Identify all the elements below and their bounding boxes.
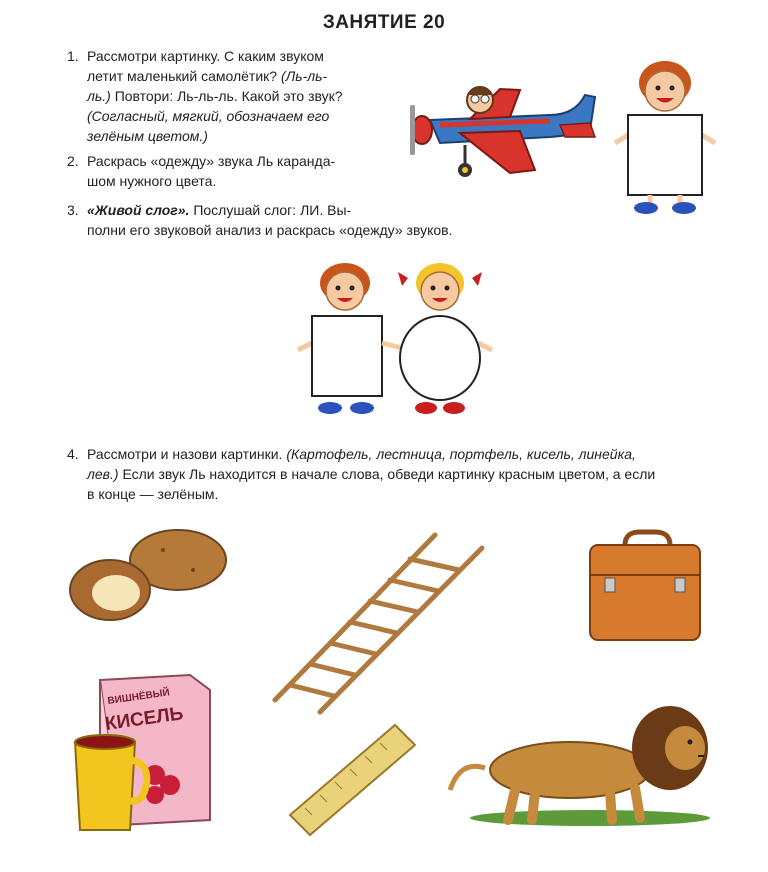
potato-illustration (68, 525, 228, 625)
task-number: 4. (67, 446, 79, 462)
task-text: Повтори: Ль-ль-ль. Какой это звук? (114, 88, 343, 104)
kissel-label-line1: ВИШНЁВЫЙ (106, 687, 171, 707)
lion-icon (450, 706, 710, 826)
task-3 (67, 200, 527, 240)
briefcase-icon (590, 532, 700, 640)
task-text: шом нужного цвета. (87, 173, 217, 189)
ladder-icon (275, 535, 482, 712)
task-italic: (Ль-ль- (280, 68, 328, 84)
task-number: 1. (67, 48, 79, 64)
page-title: ЗАНЯТИЕ 20 (322, 12, 446, 33)
task-text: Если звук Ль находится в начале слова, обведи картинку красным цветом, а если (122, 466, 656, 482)
task-2 (67, 151, 387, 191)
task-italic: (Согласный, мягкий, обозначаем его (87, 108, 330, 124)
task-text: Раскрась «одежду» звука Ль каранда- (87, 153, 336, 169)
sound-card (628, 115, 702, 195)
girl-icon (382, 263, 492, 414)
ruler-icon (290, 725, 415, 835)
sound-card (400, 316, 480, 400)
task-italic: ль.) (87, 88, 111, 104)
task-number: 3. (67, 202, 79, 218)
lion-illustration (440, 700, 720, 830)
kissel-label-line2: КИСЕЛЬ (103, 703, 185, 735)
task-4 (67, 444, 747, 504)
briefcase-illustration (585, 530, 705, 645)
ruler-illustration (285, 720, 420, 840)
airplane-illustration (400, 75, 600, 185)
task-text: Рассмотри и назови картинки. (87, 446, 283, 462)
task-number: 2. (67, 153, 79, 169)
boy-with-card-illustration (610, 55, 730, 220)
task-bold: «Живой слог». (87, 202, 190, 218)
task-text: летит маленький самолётик? (87, 68, 278, 84)
task-text: полни его звуковой анализ и раскрась «одежду» звуков. (87, 222, 453, 238)
airplane-icon (410, 87, 595, 177)
potato-icon (70, 530, 226, 620)
task-italic: зелёным цветом.) (87, 128, 208, 144)
task-italic: лев.) (87, 466, 119, 482)
boy-icon (298, 263, 382, 414)
task-1 (67, 46, 387, 146)
kissel-illustration (70, 670, 220, 840)
task-italic: (Картофель, лестница, портфель, кисель, линейка, (286, 446, 636, 462)
task-text: в конце — зелёным. (87, 486, 219, 502)
task-text: Послушай слог: ЛИ. Вы- (193, 202, 352, 218)
ladder-illustration (270, 530, 490, 720)
task-text: Рассмотри картинку. С каким звуком (87, 48, 324, 64)
boy-icon (615, 61, 715, 214)
sound-card (312, 316, 382, 396)
boy-and-girl-illustration (290, 258, 500, 423)
